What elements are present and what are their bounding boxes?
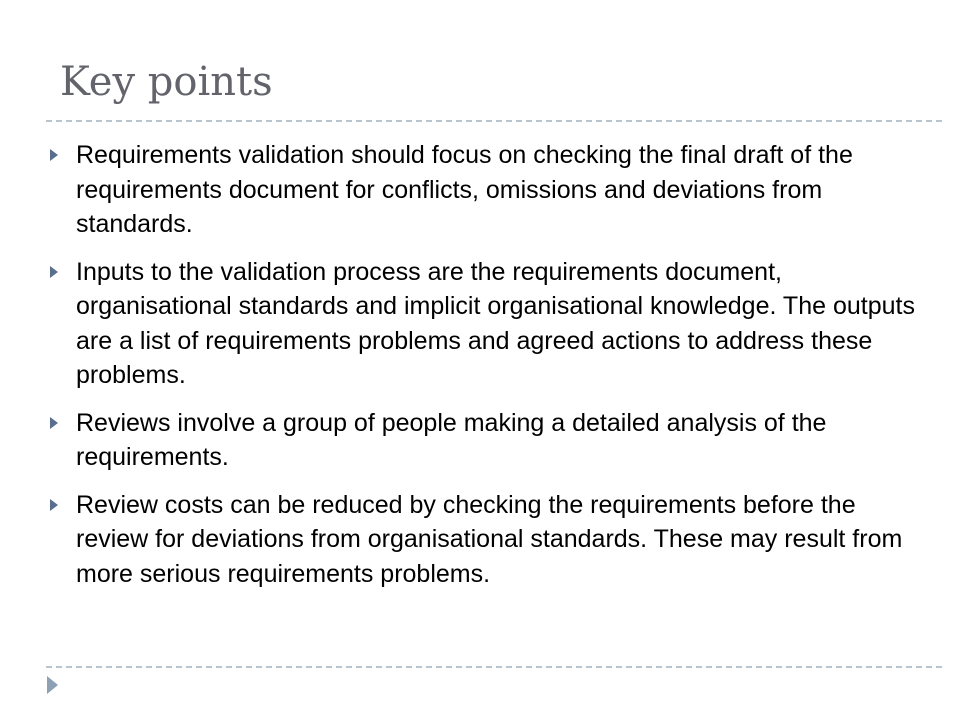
slide-title: Key points xyxy=(60,59,273,105)
bullet-item xyxy=(48,406,928,475)
bullet-item xyxy=(48,488,928,592)
bullet-item xyxy=(48,255,928,393)
bullet-triangle-icon xyxy=(50,266,58,278)
bullet-triangle-icon xyxy=(50,417,58,429)
bullet-text: Requirements validation should focus on checking the final draft of the requirements document for conflicts, omissions and deviations from standards. xyxy=(76,141,853,238)
bullet-text: Reviews involve a group of people making a detailed analysis of the requirements. xyxy=(76,408,827,471)
top-divider xyxy=(46,120,942,122)
bottom-divider xyxy=(46,666,942,668)
bullet-triangle-icon xyxy=(50,149,58,161)
bullet-text: Review costs can be reduced by checking the requirements before the review for deviations from organisational standards. These may result from more serious requirements problems. xyxy=(76,490,903,588)
bullet-item xyxy=(48,138,928,242)
bullet-text: Inputs to the validation process are the requirements document, organisational standards and implicit organisational knowledge. The outputs are a list of requirements problems and agreed actions to address these problems. xyxy=(76,257,915,389)
bullet-list xyxy=(48,138,928,604)
bullet-triangle-icon xyxy=(50,499,58,511)
corner-arrow-icon xyxy=(47,676,58,694)
